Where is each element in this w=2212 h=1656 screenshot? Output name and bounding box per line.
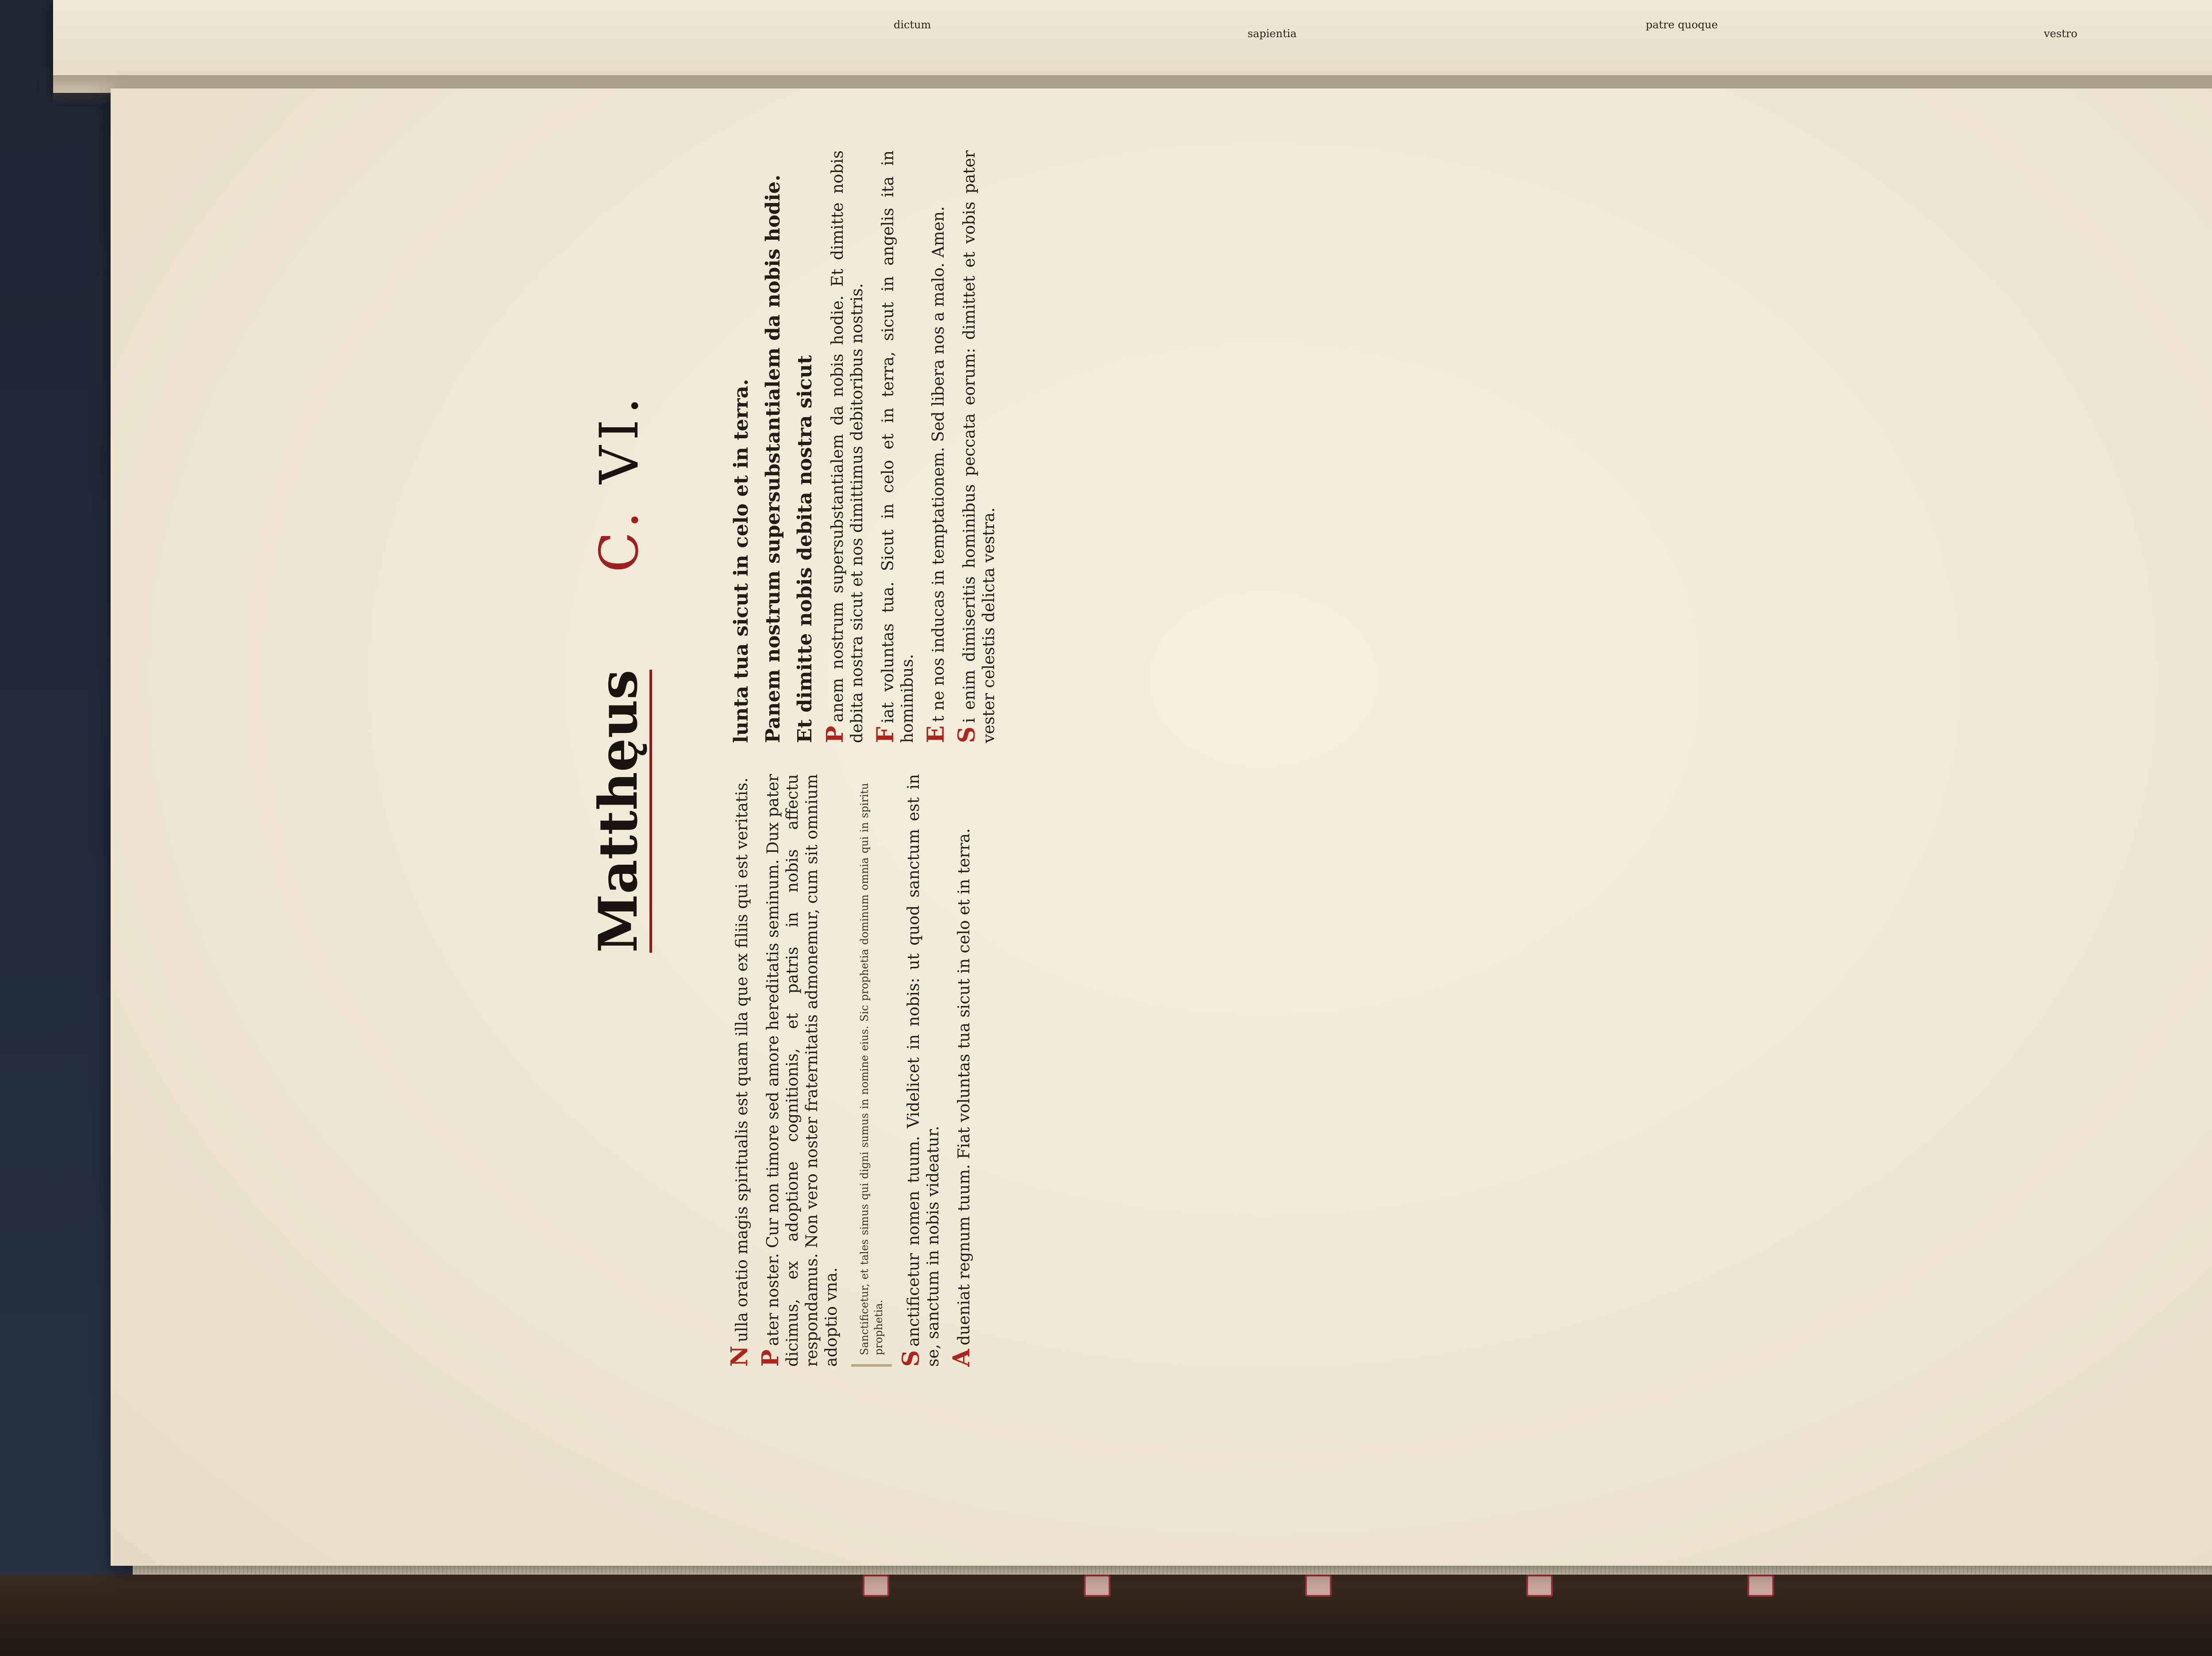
red-initial: S	[953, 726, 980, 743]
chapter-heading	[589, 392, 650, 572]
paragraph-text: anem nostrum supersubstantialem da nobis hodie. Et dimitte nobis debita nostra sicut et nos dimittimus debitoribus nostris.	[829, 150, 866, 743]
facing-text-line: patre quoque	[1646, 19, 1718, 31]
scripture-line: lunta tua sicut in celo et in terra.	[730, 379, 753, 743]
left-text-column	[726, 774, 983, 1367]
page-heading	[575, 341, 664, 1004]
paragraph-text: dueniat regnum tuum. Fiat voluntas tua sicut in celo et in terra.	[955, 828, 973, 1346]
bookmark-tab	[1084, 1575, 1110, 1597]
paragraph-text: ulla oratio magis spiritualis est quam illa que ex filiis qui est veritatis.	[733, 778, 751, 1342]
red-initial: N	[726, 1346, 753, 1367]
paragraph-text: i enim dimiseritis hominibus peccata eorum: dimittet et vobis pater vester celestis delicta vestra.	[960, 150, 998, 743]
bookmark-tab	[1747, 1575, 1774, 1597]
right-text-column	[730, 150, 1008, 743]
red-initial: P	[822, 725, 849, 743]
paragraph	[757, 774, 841, 1367]
paragraph	[953, 150, 999, 743]
paragraph	[922, 150, 949, 743]
paragraph	[948, 774, 975, 1367]
paragraph	[872, 150, 918, 743]
bookmark-tab	[1305, 1575, 1332, 1597]
paragraph	[898, 774, 943, 1367]
interlinear-gloss: Sanctificetur, et tales simus qui digni sumus in nomine eius. Sic prophetia dominum omnia qui in spiritu prophetia.	[851, 774, 892, 1367]
paragraph-text: t ne nos inducas in temptationem. Sed libera nos a malo. Amen.	[929, 206, 948, 722]
paragraph-text: ater noster. Cur non timore sed amore hereditatis seminum. Dux pater dicimus, ex adoptione cognitionis, et patris in nobis affectu respondamus. Non vero noster fraternitatis admonemur, cum sit omnium adoptio vna.	[764, 774, 841, 1367]
bookmark-tab	[1526, 1575, 1553, 1597]
running-title: Matthęus	[587, 670, 652, 953]
rotated-page-content	[111, 88, 2212, 1566]
chapter-number: VI.	[588, 392, 650, 484]
red-initial: F	[872, 727, 899, 743]
paragraph	[726, 774, 753, 1367]
scripture-line: Panem nostrum supersubstantialem da nobis hodie.	[762, 174, 784, 743]
paragraph	[822, 150, 867, 743]
facing-text-line: dictum	[894, 19, 931, 31]
chapter-prefix: C.	[588, 506, 650, 573]
facing-text-line: sapientia	[1248, 27, 1297, 40]
red-initial: S	[898, 1350, 925, 1367]
paragraph-text: iat voluntas tua. Sicut in celo et in terra, sicut in angelis ita in hominibus.	[879, 150, 917, 743]
facing-text-line: vestro	[2044, 27, 2078, 40]
scripture-line: Et dimitte nobis debita nostra sicut	[794, 355, 816, 743]
bookmark-tab	[863, 1575, 889, 1597]
red-initial: E	[922, 725, 949, 743]
paragraph-text: anctificetur nomen tuum. Videlicet in nobis: ut quod sanctum est in se, sanctum in nobis videatur.	[905, 774, 942, 1367]
red-initial: A	[948, 1349, 975, 1367]
red-initial: P	[757, 1349, 784, 1367]
